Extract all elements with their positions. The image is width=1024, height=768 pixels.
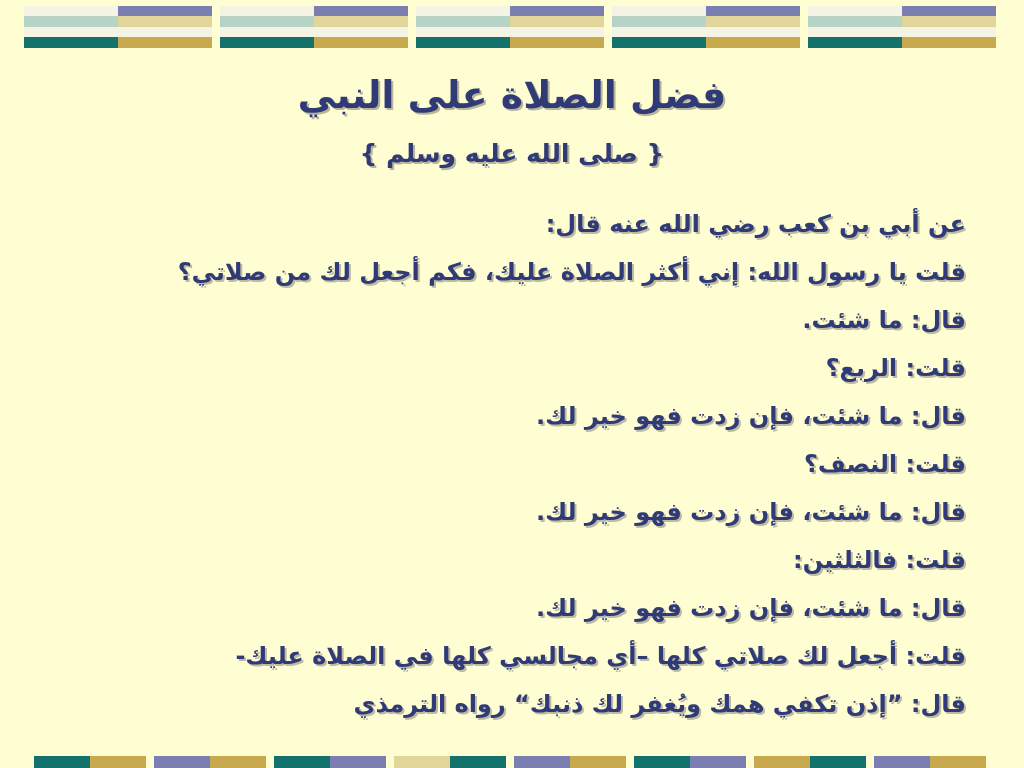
decor-tile	[808, 6, 996, 48]
text-line: قال: ما شئت، فإن زدت فهو خير لك.	[536, 498, 966, 526]
bottom-decorative-band	[0, 756, 1024, 768]
text-line: قال: ما شئت، فإن زدت فهو خير لك.	[536, 594, 966, 622]
decor-tile	[220, 6, 408, 48]
top-decorative-band	[0, 0, 1024, 50]
text-line: قلت: النصف؟	[803, 450, 966, 478]
text-line: قلت: فالثلثين:	[793, 546, 966, 574]
slide-title: فضل الصلاة على النبي	[297, 73, 727, 117]
decor-tile	[612, 6, 800, 48]
text-line: قلت: أجعل لك صلاتي كلها –أي مجالسي كلها في الصلاة عليك-	[235, 642, 966, 670]
text-line: قلت: الربع؟	[825, 354, 966, 382]
decor-tile	[24, 6, 212, 48]
text-line: قال: ”إذن تكفي همك ويُغفر لك ذنبك“ رواه الترمذي	[353, 690, 966, 718]
decor-tile	[416, 6, 604, 48]
text-line: عن أبي بن كعب رضي الله عنه قال:	[545, 210, 966, 238]
hadith-text-block	[66, 200, 966, 728]
text-line: قال: ما شئت، فإن زدت فهو خير لك.	[536, 402, 966, 430]
slide-subtitle: { صلى الله عليه وسلم }	[359, 139, 665, 168]
text-line: قال: ما شئت.	[802, 306, 966, 334]
text-line: قلت يا رسول الله: إني أكثر الصلاة عليك، فكم أجعل لك من صلاتي؟	[177, 258, 966, 286]
